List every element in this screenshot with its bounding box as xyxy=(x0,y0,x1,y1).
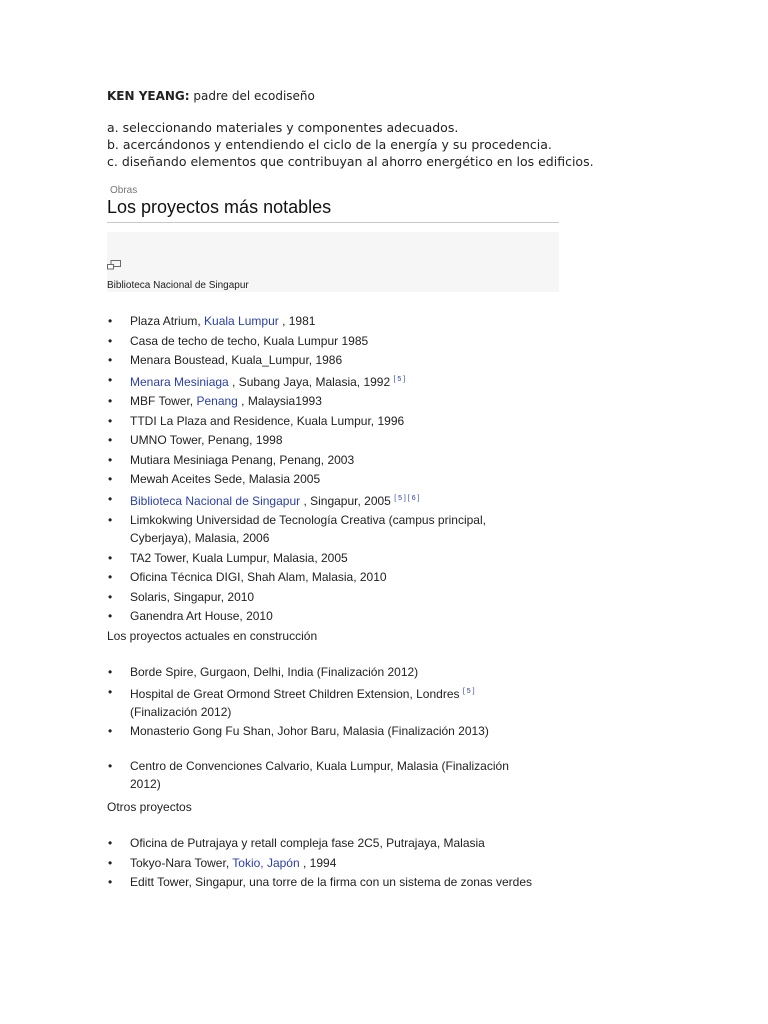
list-item: • Menara Boustead, Kuala_Lumpur, 1986 xyxy=(108,353,343,367)
list-item: • Tokyo-Nara Tower, Tokio, Japón , 1994 xyxy=(108,855,337,870)
list-item: • Casa de techo de techo, Kuala Lumpur 1985 xyxy=(108,333,369,348)
list-item: • Plaza Atrium, Kuala Lumpur , 1981 xyxy=(108,314,316,328)
link-menara-mesiniaga[interactable]: Menara Mesiniaga xyxy=(130,374,229,389)
list-item: • Hospital de Great Ormond Street Children Extension, Londres [ 5 ] (Finalización 2012) xyxy=(108,684,475,719)
list-item: • Editt Tower, Singapur, una torre de la firma con un sistema de zonas verdes xyxy=(108,875,532,889)
enlarge-icon[interactable] xyxy=(106,259,122,271)
intro-item: b. acercándonos y entendiendo el ciclo de la energía y su procedencia. xyxy=(107,137,552,152)
list-item: • UMNO Tower, Penang, 1998 xyxy=(108,433,283,447)
reference-link[interactable]: [ 5 ] [ 6 ] xyxy=(394,494,420,502)
list-item: • Biblioteca Nacional de Singapur , Singapur, 2005 [ 5 ] [ 6 ] xyxy=(108,491,420,508)
link-kuala-lumpur[interactable]: Kuala Lumpur xyxy=(204,314,279,328)
list-item: • Limkokwing Universidad de Tecnología Creativa (campus principal, Cyberjaya), Malasia, 2006 xyxy=(108,513,486,545)
author-name: KEN YEANG: xyxy=(107,89,190,103)
other-projects-heading: Otros proyectos xyxy=(107,800,192,814)
construction-heading: Los proyectos actuales en construcción xyxy=(107,629,318,643)
notable-projects-list xyxy=(107,312,527,627)
section-title: Los proyectos más notables xyxy=(107,197,332,217)
intro-list xyxy=(107,119,594,170)
intro-item: c. diseñando elementos que contribuyan al ahorro energético en los edificios. xyxy=(107,154,594,169)
link-penang[interactable]: Penang xyxy=(196,394,238,408)
list-item: • Monasterio Gong Fu Shan, Johor Baru, Malasia (Finalización 2013) xyxy=(108,724,489,738)
reference-link[interactable]: [ 5 ] xyxy=(393,375,406,383)
list-item: • TTDI La Plaza and Residence, Kuala Lumpur, 1996 xyxy=(108,413,405,428)
author-heading xyxy=(107,89,315,103)
list-item: • Borde Spire, Gurgaon, Delhi, India (Finalización 2012) xyxy=(108,665,419,679)
figure-caption: Biblioteca Nacional de Singapur xyxy=(107,280,249,291)
list-item: • Mewah Aceites Sede, Malasia 2005 xyxy=(108,472,321,486)
list-item: • MBF Tower, Penang , Malaysia1993 xyxy=(108,394,322,408)
list-item: • Solaris, Singapur, 2010 xyxy=(108,589,255,604)
link-tokio-japon[interactable]: Tokio, Japón xyxy=(232,855,300,870)
title-divider xyxy=(107,222,559,223)
section-kicker: Obras xyxy=(110,185,138,196)
list-item: • Oficina Técnica DIGI, Shah Alam, Malasia, 2010 xyxy=(108,570,387,584)
list-item: • Mutiara Mesiniaga Penang, Penang, 2003 xyxy=(108,452,355,467)
link-biblioteca-nacional[interactable]: Biblioteca Nacional de Singapur xyxy=(130,493,301,508)
other-projects-list xyxy=(107,834,547,893)
intro-item: a. seleccionando materiales y componentes adecuados. xyxy=(107,120,459,135)
list-item: • Oficina de Putrajaya y retall compleja fase 2C5, Putrajaya, Malasia xyxy=(108,836,485,850)
list-item: • Ganendra Art House, 2010 xyxy=(108,609,273,623)
list-item: • Centro de Convenciones Calvario, Kuala Lumpur, Malasia (Finalización 2012) xyxy=(108,759,509,791)
reference-link[interactable]: [ 5 ] xyxy=(462,687,475,695)
construction-projects-list xyxy=(107,663,527,795)
list-item: • Menara Mesiniaga , Subang Jaya, Malasia, 1992 [ 5 ] xyxy=(108,372,406,389)
author-description: padre del ecodiseño xyxy=(189,89,315,103)
list-item: • TA2 Tower, Kuala Lumpur, Malasia, 2005 xyxy=(108,550,348,565)
